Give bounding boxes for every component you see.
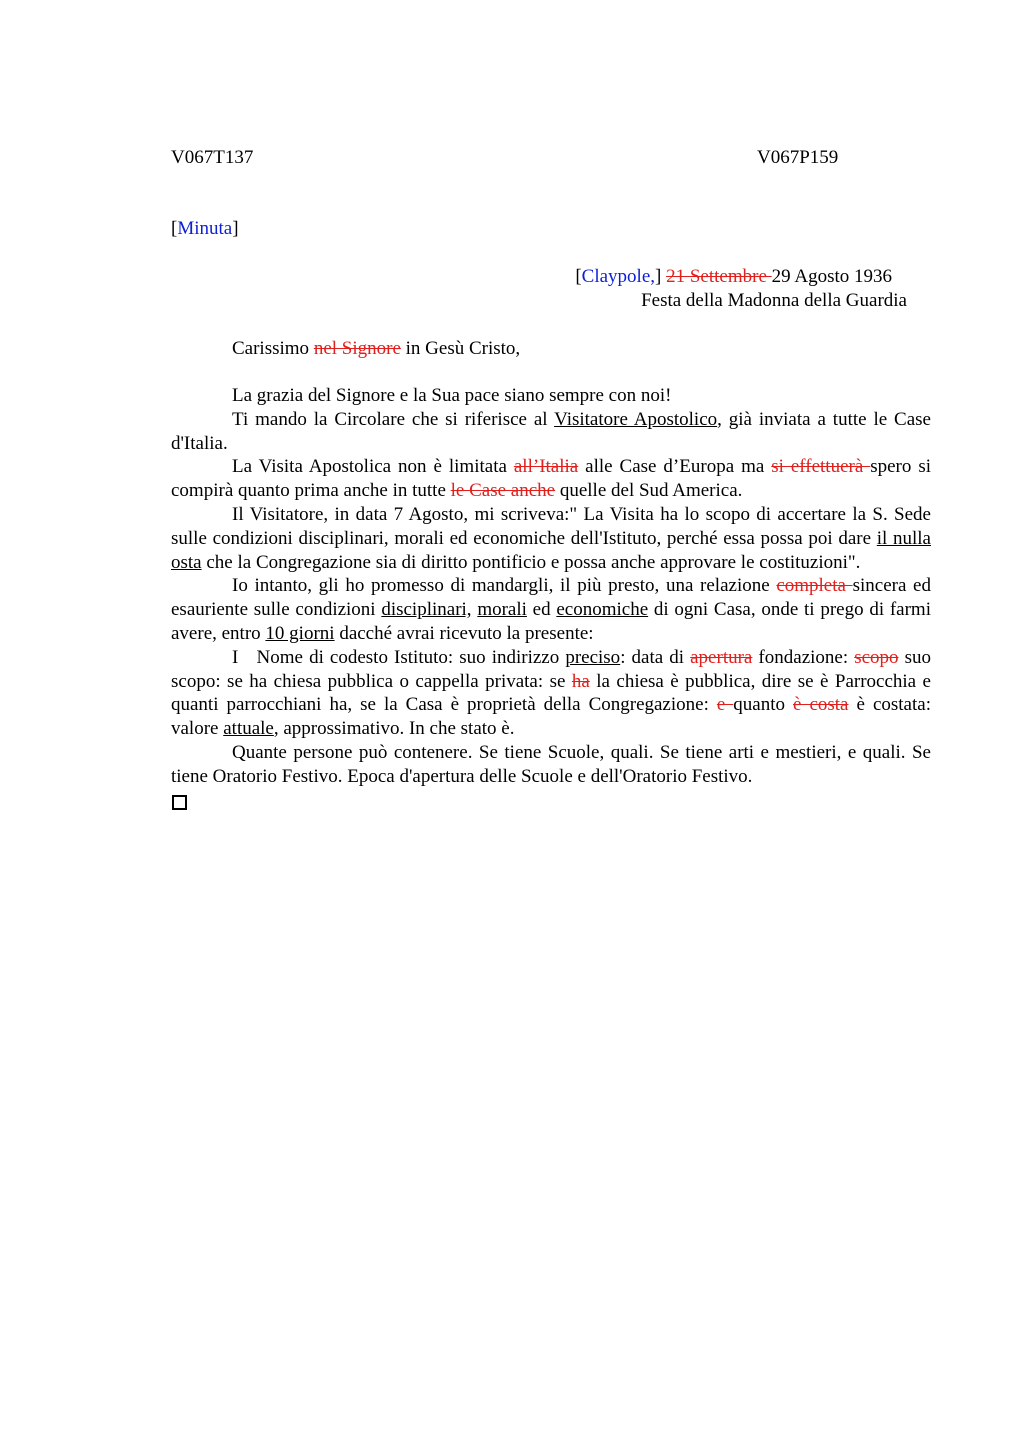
underlined-text: preciso: [565, 646, 621, 668]
dateline: [575, 266, 892, 288]
salutation-text: Carissimo: [232, 338, 314, 359]
text: Il Visitatore, in data 7 Agosto, mi scriveva:" La Visita ha lo scopo di accertare la S. Sede sulle condizioni disciplinari, morali ed economiche dell'Istituto, perché essa possa poi dare: [171, 503, 931, 549]
text: di ogni Casa, onde ti prego di farmi avere, entro: [171, 599, 931, 644]
underlined-text: economiche: [556, 599, 649, 621]
deleted-text: ha: [571, 670, 590, 692]
underlined-text: Visitatore Apostolico: [554, 408, 718, 430]
deleted-text: le Case anche: [450, 480, 556, 502]
salutation-text: in Gesù Cristo,: [400, 338, 521, 359]
text: la chiesa è pubblica, dire se è Parrocchia e quanti parrocchiani ha, se la Casa è proprietà della Congregazione:: [171, 670, 936, 716]
underlined-text: il nulla osta: [171, 527, 931, 573]
place-name: Claypole,: [581, 266, 656, 287]
text: dacché avrai ricevuto la presente:: [334, 622, 594, 644]
deleted-text: completa: [776, 575, 853, 597]
text: I Nome di codesto Istituto: suo indirizzo: [232, 646, 566, 668]
text: : data di: [620, 646, 691, 668]
end-mark: [171, 789, 931, 817]
deleted-text: e: [716, 694, 734, 716]
paragraph-persone: Quante persone può contenere. Se tiene Scuole, quali. Se tiene arti e mestieri, e quali. Se tiene Oratorio Festivo. Epoca d'apertura delle Scuole e dell'Oratorio Festivo.: [171, 741, 931, 787]
text: quanto: [733, 694, 794, 716]
deleted-text: all’Italia: [513, 456, 579, 478]
bracket-close: ]: [655, 266, 662, 287]
deleted-text: apertura: [690, 646, 753, 668]
text: , approssimativo. In che stato è.: [273, 718, 515, 740]
feast-line: Festa della Madonna della Guardia: [641, 290, 907, 311]
text: suo scopo: se ha chiesa pubblica o cappella privata: se: [171, 646, 936, 692]
minuta-label: Minuta: [177, 218, 233, 239]
underlined-text: disciplinari,: [381, 599, 472, 621]
paragraph-circolare: [171, 408, 931, 456]
bracket-close: ]: [232, 218, 239, 239]
deleted-date: 21 Settembre: [666, 266, 772, 287]
paragraph-visita: [171, 455, 931, 503]
paragraph-greeting: La grazia del Signore e la Sua pace siano sempre con noi!: [232, 385, 672, 406]
text: Ti mando la Circolare che si riferisce al: [232, 408, 555, 430]
minuta-note: [171, 218, 239, 240]
paragraph-relazione: [171, 574, 931, 645]
letter-body: [171, 384, 936, 816]
text: ed: [526, 599, 557, 621]
text: che la Congregazione sia di diritto pontificio e possa anche approvare le costituzioni".: [201, 551, 861, 573]
text: quelle del Sud America.: [555, 480, 743, 502]
bracket-open: [: [171, 218, 178, 239]
text: sincera ed esauriente sulle condizioni: [171, 575, 931, 621]
underlined-text: morali: [477, 599, 527, 621]
text: è costata: valore: [171, 694, 936, 740]
letter-date: 29 Agosto 1936: [771, 266, 892, 287]
square-outline-icon: [172, 795, 187, 810]
text: La Visita Apostolica non è limitata: [232, 456, 514, 478]
volume-ref-left: V067T137: [171, 147, 254, 168]
salutation: [232, 338, 520, 360]
text: alle Case d’Europa ma: [578, 456, 772, 478]
deleted-text: nel Signore: [313, 338, 401, 359]
deleted-text: scopo: [854, 646, 899, 668]
paragraph-nome-istituto: [171, 646, 936, 741]
underlined-text: attuale: [223, 718, 274, 740]
bracket-open: [: [575, 266, 582, 287]
text: spero si compirà quanto prima anche in tutte: [171, 456, 932, 502]
text: fondazione:: [752, 646, 855, 668]
text: , già inviata a tutte le Case d'Italia.: [171, 408, 931, 454]
underlined-text: 10 giorni: [265, 622, 335, 644]
deleted-text: è costa: [793, 694, 849, 716]
volume-ref-right: V067P159: [757, 147, 839, 168]
text: Io intanto, gli ho promesso di mandargli, il più presto, una relazione: [232, 575, 777, 597]
paragraph-visitatore: [171, 503, 931, 574]
deleted-text: si effettuerà: [771, 456, 871, 478]
